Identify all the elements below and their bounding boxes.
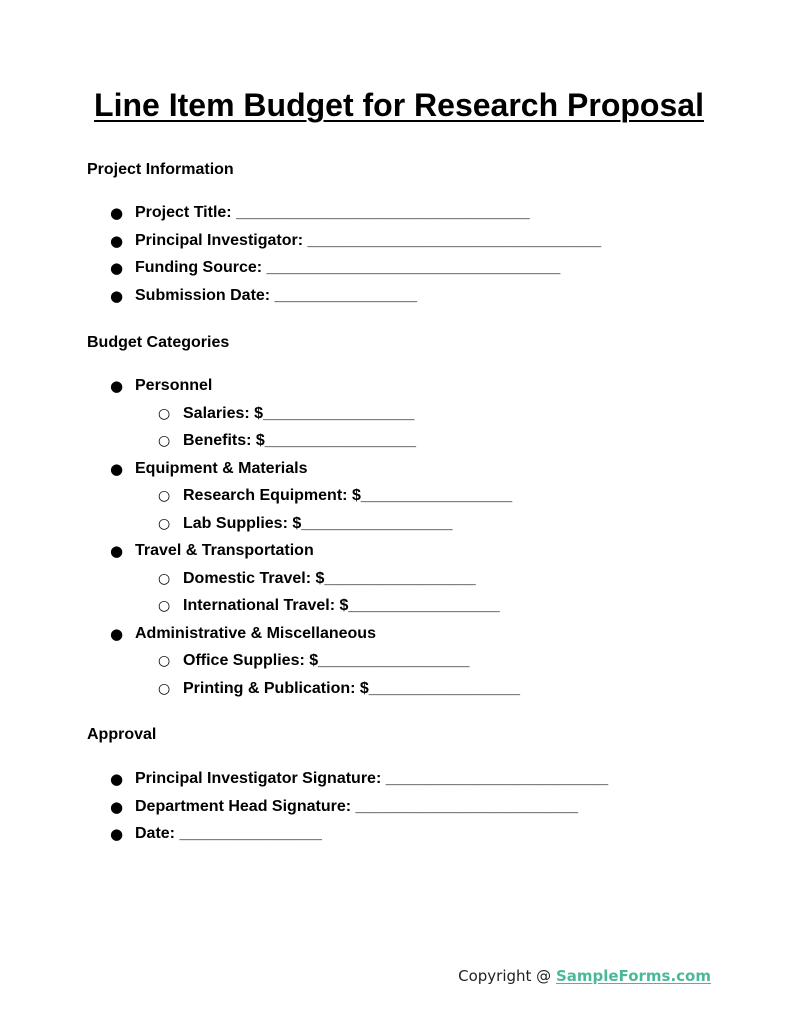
field-label: Submission Date:: [135, 286, 271, 304]
list-item-research-equipment: [0, 486, 520, 514]
field-label: Printing & Publication:: [183, 679, 356, 697]
list-item-project-title: [0, 203, 601, 231]
list-item-salaries: [0, 404, 520, 432]
field-label: Salaries:: [183, 404, 250, 422]
field-label: Research Equipment:: [183, 487, 348, 504]
domestic-travel-field[interactable]: $_________________: [315, 569, 476, 587]
pi-signature-field[interactable]: _________________________: [385, 770, 609, 787]
bullet-icon: ●: [110, 825, 124, 843]
bullet-icon: ●: [110, 286, 124, 305]
list-item-administrative-miscellaneous: [0, 624, 520, 652]
section-heading-project-information: Project Information: [87, 161, 234, 178]
circle-bullet-icon: ○: [158, 653, 171, 669]
field-label: Lab Supplies:: [183, 514, 288, 532]
research-equipment-field[interactable]: $_________________: [351, 487, 513, 504]
office-supplies-field[interactable]: $_________________: [309, 652, 470, 669]
bullet-icon: ●: [110, 770, 124, 788]
bullet-icon: ●: [110, 259, 124, 277]
circle-bullet-icon: ○: [158, 680, 171, 697]
lab-supplies-field[interactable]: $_________________: [292, 514, 453, 532]
copyright-text: Copyright @: [458, 967, 556, 985]
copyright-footer: [458, 966, 711, 986]
project-title-field[interactable]: _________________________________: [236, 204, 530, 221]
benefits-field[interactable]: $_________________: [255, 432, 417, 449]
list-item-date: [0, 824, 608, 852]
list-item-travel-transportation: [0, 541, 520, 569]
list-item-personnel: [0, 376, 520, 404]
submission-date-field[interactable]: ________________: [274, 286, 417, 304]
list-item-department-head-signature: [0, 797, 608, 825]
list-item-lab-supplies: [0, 514, 520, 542]
field-label: Principal Investigator:: [135, 231, 304, 249]
field-label: Project Title:: [135, 204, 232, 221]
page-title: Line Item Budget for Research Proposal: [94, 87, 704, 123]
bullet-icon: ●: [110, 377, 124, 395]
list-item-submission-date: [0, 286, 601, 314]
category-label: Personnel: [135, 377, 213, 394]
circle-bullet-icon: ○: [158, 515, 171, 532]
bullet-icon: ●: [110, 624, 124, 643]
field-label: Domestic Travel:: [183, 569, 312, 587]
section-heading-approval: Approval: [87, 726, 157, 743]
list-item-pi-signature: [0, 769, 608, 797]
list-item-benefits: [0, 431, 520, 459]
bullet-icon: ●: [110, 459, 124, 478]
field-label: Benefits:: [183, 432, 252, 449]
bullet-icon: ●: [110, 542, 124, 560]
list-item-printing-publication: [0, 679, 520, 707]
project-information-list: [0, 203, 601, 313]
circle-bullet-icon: ○: [158, 405, 171, 422]
salaries-field[interactable]: $_________________: [254, 404, 415, 422]
approval-list: [0, 769, 608, 852]
list-item-funding-source: [0, 258, 601, 286]
field-label: Principal Investigator Signature:: [135, 770, 382, 787]
bullet-icon: ●: [110, 231, 124, 250]
list-item-principal-investigator: [0, 231, 601, 259]
category-label: Equipment & Materials: [135, 459, 308, 477]
department-head-signature-field[interactable]: _________________________: [355, 797, 578, 815]
circle-bullet-icon: ○: [158, 570, 171, 587]
bullet-icon: ●: [110, 204, 124, 222]
bullet-icon: ●: [110, 797, 124, 816]
date-field[interactable]: ________________: [179, 825, 322, 842]
international-travel-field[interactable]: $_________________: [339, 597, 500, 614]
principal-investigator-field[interactable]: _________________________________: [307, 231, 602, 249]
budget-categories-list: [0, 376, 520, 706]
list-item-international-travel: [0, 596, 520, 624]
circle-bullet-icon: ○: [158, 488, 171, 504]
list-item-domestic-travel: [0, 569, 520, 597]
field-label: Department Head Signature:: [135, 797, 352, 815]
printing-publication-field[interactable]: $_________________: [359, 679, 521, 697]
category-label: Travel & Transportation: [135, 542, 314, 559]
list-item-office-supplies: [0, 651, 520, 679]
section-heading-budget-categories: Budget Categories: [87, 334, 230, 351]
field-label: International Travel:: [183, 597, 336, 614]
field-label: Date:: [135, 825, 176, 842]
field-label: Funding Source:: [135, 259, 263, 276]
category-label: Administrative & Miscellaneous: [135, 624, 376, 642]
sampleforms-link[interactable]: SampleForms.com: [555, 967, 711, 985]
list-item-equipment-materials: [0, 459, 520, 487]
circle-bullet-icon: ○: [158, 598, 171, 614]
funding-source-field[interactable]: _________________________________: [266, 259, 561, 276]
circle-bullet-icon: ○: [158, 433, 171, 449]
field-label: Office Supplies:: [183, 652, 305, 669]
